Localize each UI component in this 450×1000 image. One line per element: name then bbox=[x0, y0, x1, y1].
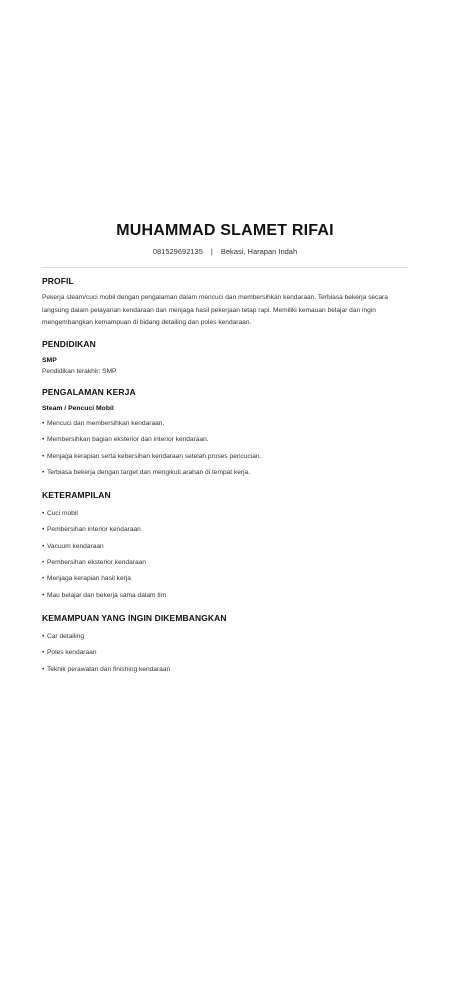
list-item: • Mencuci dan membersihkan kendaraan. bbox=[42, 416, 408, 432]
experience-list bbox=[42, 416, 408, 481]
school-name: SMP bbox=[42, 356, 57, 364]
list-item: • Menjaga kerapian serta kebersihan kendaraan setelah proses pencucian. bbox=[42, 449, 408, 465]
header-divider bbox=[42, 267, 408, 268]
list-item: • Teknik perawatan dan finishing kendaraan bbox=[42, 662, 408, 678]
location: Bekasi, Harapan Indah bbox=[220, 247, 298, 256]
section-title-pendidikan: PENDIDIKAN bbox=[42, 338, 96, 349]
list-item: • Membersihkan bagian eksterior dan interior kendaraan. bbox=[42, 432, 408, 448]
section-profil bbox=[42, 275, 408, 330]
list-item: • Terbiasa bekerja dengan target dan mengikuti arahan di tempat kerja. bbox=[42, 465, 408, 481]
candidate-name: MUHAMMAD SLAMET RIFAI bbox=[116, 222, 334, 239]
resume-header bbox=[42, 220, 408, 258]
phone-number: 081529692135 bbox=[152, 247, 203, 256]
list-item: • Pembersihan eksterior kendaraan bbox=[42, 555, 408, 571]
section-title-keterampilan: KETERAMPILAN bbox=[42, 490, 111, 501]
section-title-kemampuan: KEMAMPUAN YANG INGIN DIKEMBANGKAN bbox=[42, 612, 227, 623]
section-title-pengalaman: PENGALAMAN KERJA bbox=[42, 387, 136, 397]
section-pengalaman bbox=[42, 386, 408, 481]
contact-separator: | bbox=[210, 247, 213, 256]
list-item: • Cuci mobil bbox=[42, 506, 408, 522]
section-title-profil: PROFIL bbox=[42, 276, 74, 286]
list-item: • Car detailing bbox=[42, 629, 408, 645]
list-item: • Mau belajar dan bekerja sama dalam tim bbox=[42, 588, 408, 604]
section-keterampilan bbox=[42, 489, 408, 604]
education-detail: Pendidikan terakhir: SMP bbox=[42, 367, 117, 375]
section-kemampuan bbox=[42, 612, 408, 678]
development-skills-list bbox=[42, 629, 408, 678]
profil-text: Pekerja steam/cuci mobil dengan pengalaman dalam mencuci dan membersihkan kendaraan. Terbiasa bekerja secara langsung dalam pelayanan kendaraan dan menjaga hasil pekerjaan tetap rapi. Memiliki kemauan belajar dan ingin mengembangkan kemampuan di bidang detailing dan poles kendaraan. bbox=[42, 294, 388, 326]
skills-list bbox=[42, 506, 408, 604]
list-item: • Vacuum kendaraan bbox=[42, 539, 408, 555]
resume-content bbox=[42, 275, 408, 686]
list-item: • Menjaga kerapian hasil kerja bbox=[42, 571, 408, 587]
list-item: • Pembersihan interior kendaraan bbox=[42, 522, 408, 538]
section-pendidikan bbox=[42, 338, 408, 379]
job-role: Steam / Pencuci Mobil bbox=[42, 405, 114, 412]
list-item: • Poles kendaraan bbox=[42, 645, 408, 661]
contact-line bbox=[42, 246, 408, 258]
